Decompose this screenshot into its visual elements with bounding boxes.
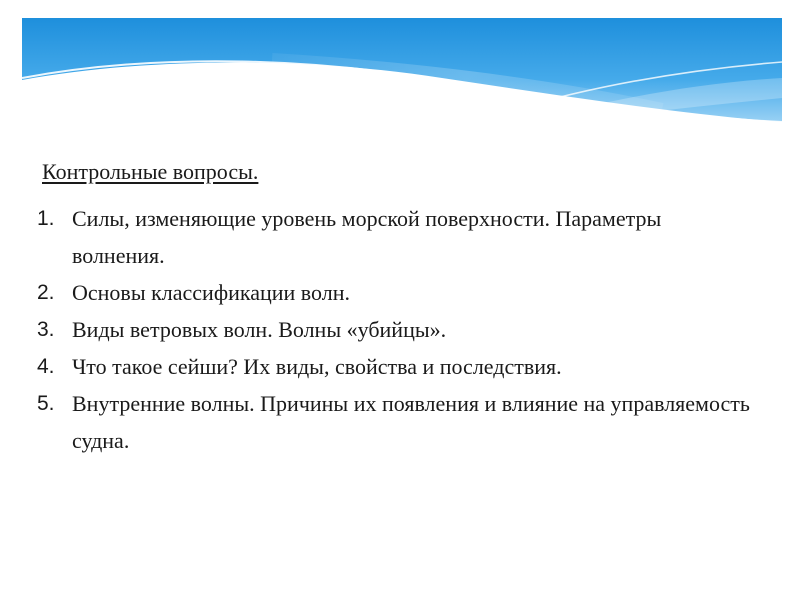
list-item-number: 2. xyxy=(37,281,55,304)
slide-heading: Контрольные вопросы. xyxy=(42,159,259,184)
list-item-text: Основы классификации волн. xyxy=(72,280,350,305)
list-item-text: Виды ветровых волн. Волны «убийцы». xyxy=(72,317,447,342)
list-item xyxy=(37,385,757,459)
questions-list xyxy=(37,200,757,459)
list-item xyxy=(37,274,757,311)
list-item xyxy=(37,311,757,348)
list-item-number: 1. xyxy=(37,207,55,230)
wave-header-banner xyxy=(22,18,782,140)
list-item xyxy=(37,348,757,385)
list-item-text: Что такое сейши? Их виды, свойства и последствия. xyxy=(72,354,562,379)
list-item xyxy=(37,200,757,274)
list-item-number: 5. xyxy=(37,392,55,415)
list-item-text: Внутренние волны. Причины их появления и влияние на управляемость судна. xyxy=(72,391,750,453)
list-item-text: Силы, изменяющие уровень морской поверхности. Параметры волнения. xyxy=(72,206,662,268)
list-item-number: 3. xyxy=(37,318,55,341)
list-item-number: 4. xyxy=(37,355,55,378)
